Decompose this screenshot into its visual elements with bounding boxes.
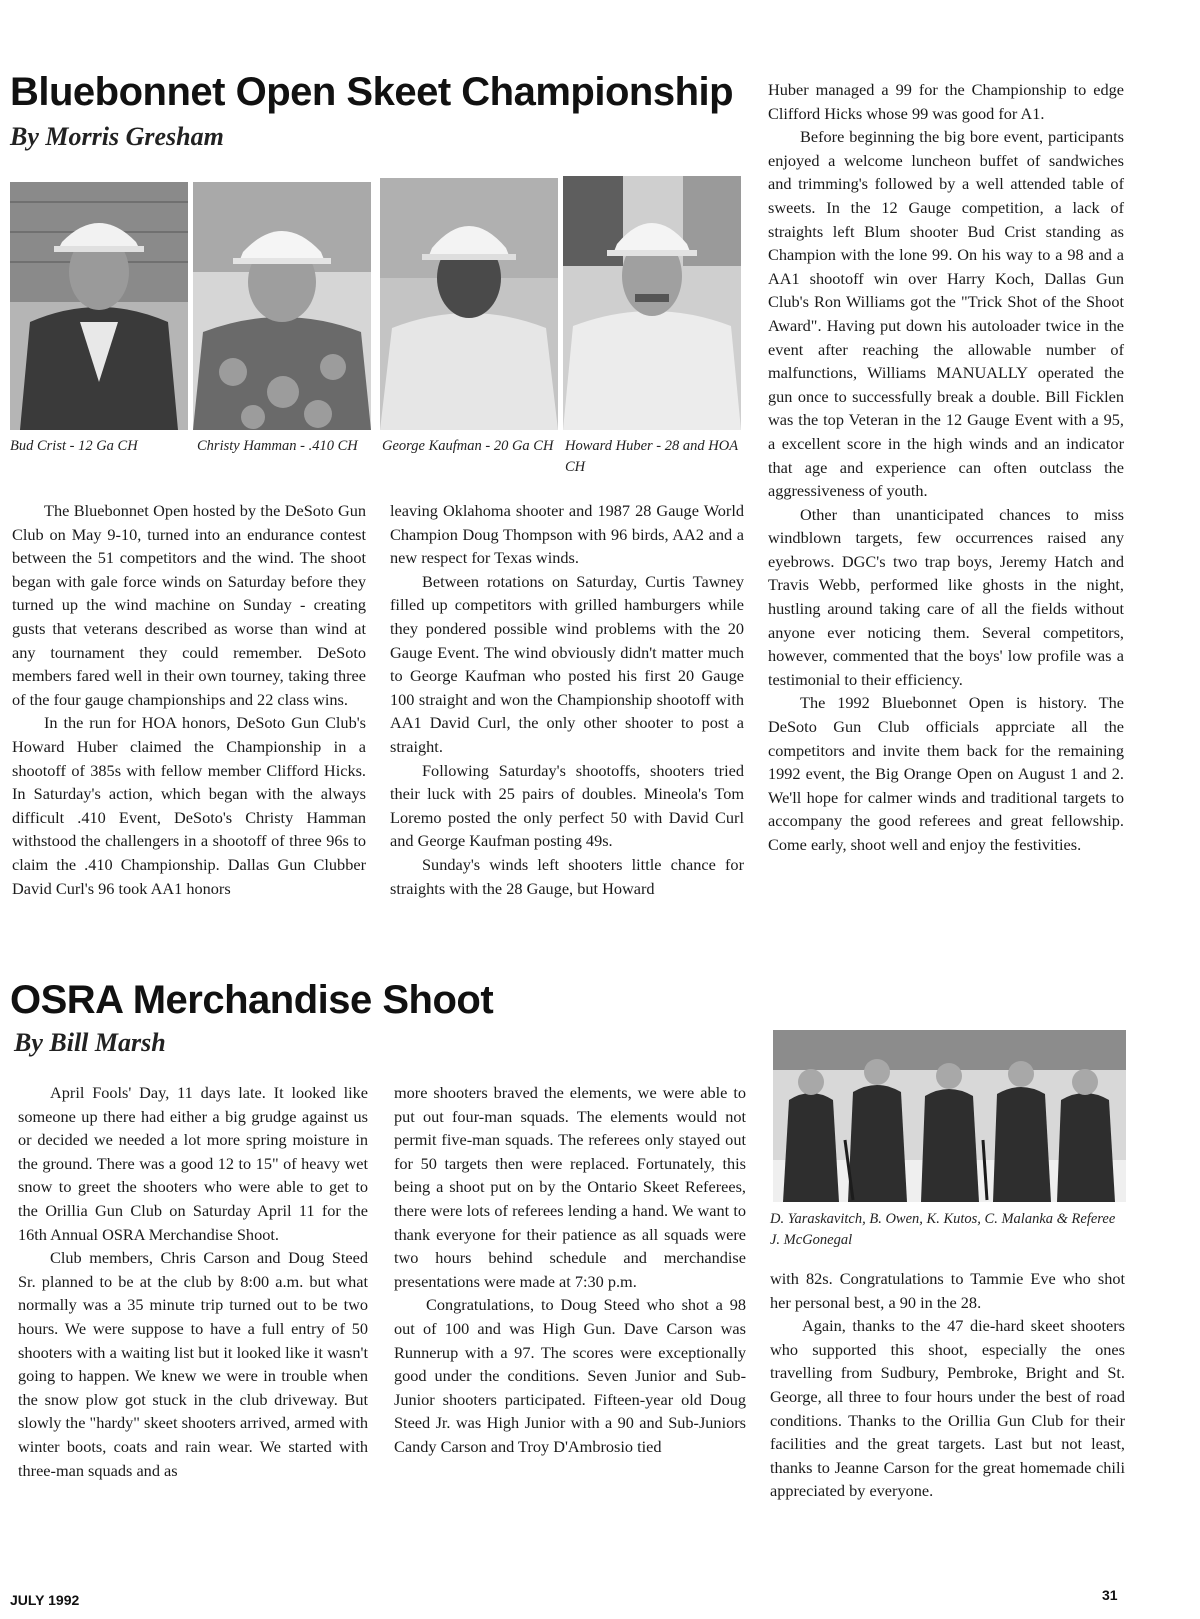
paragraph: In the run for HOA honors, DeSoto Gun Club's Howard Huber claimed the Championship in a shootoff of 385s with fellow member Clifford Hicks. In Saturday's action, which began with the always difficult .410 Event, DeSoto's Christy Hamman withstood the challengers in a shootoff of three 96s to claim the .410 Championship. Dallas Gun Clubber David Curl's 96 took AA1 honors [12,713,366,898]
article2-column-1 [18,1081,368,1482]
article2-column-2 [394,1081,746,1459]
footer-issue: JULY 1992 [10,1592,80,1608]
article2-column-3 [770,1267,1125,1503]
article2-byline: By Bill Marsh [14,1028,166,1057]
paragraph: Following Saturday's shootoffs, shooters tried their luck with 25 pairs of doubles. Mineola's Tom Loremo posted the only perfect 50 with David Curl and George Kaufman posting 49s. [390,760,744,851]
photo-howard-huber [563,176,741,430]
paragraph: Huber managed a 99 for the Championship to edge Clifford Hicks whose 99 was good for A1. [768,80,1124,123]
article1-column-1 [12,499,366,900]
article1-column-3 [768,78,1124,857]
paragraph: The Bluebonnet Open hosted by the DeSoto Gun Club on May 9-10, turned into an endurance contest between the 51 competitors and the wind. The shoot began with gale force winds on Saturday before they turned up the wind machine on Sunday - creating gusts that veterans described as worse than wind at any tournament they could remember. DeSoto members fared well in their own tourney, taking three of the four gauge championships and 22 class wins. [12,501,366,709]
article1-column-2 [390,499,744,900]
caption-christy-hamman: Christy Hamman - .410 CH [197,438,358,454]
paragraph: leaving Oklahoma shooter and 1987 28 Gauge World Champion Doug Thompson with 96 birds, AA2 and a new respect for Texas winds. [390,501,744,568]
paragraph: Club members, Chris Carson and Doug Steed Sr. planned to be at the club by 8:00 a.m. but what normally was a 35 minute trip turned out to be two hours. We were suppose to have a full entry of 50 shooters with a waiting list but it looked like it wasn't going to happen. We knew we were in trouble when the snow plow got stuck in the club driveway. But slowly the "hardy" skeet shooters arrived, armed with winter boots, coats and rain wear. We started with three-man squads and as [18,1248,368,1480]
paragraph: Between rotations on Saturday, Curtis Tawney filled up competitors with grilled hamburgers while they pondered possible wind problems with the 20 Gauge Event. The wind obviously didn't matter much to George Kaufman who posted his first 20 Gauge 100 straight and won the Championship shootoff with AA1 David Curl, the only other shooter to post a straight. [390,571,744,756]
article2-title: OSRA Merchandise Shoot [10,978,494,1022]
paragraph: April Fools' Day, 11 days late. It looked like someone up there had either a big grudge against us or decided we needed a lot more spring moisture in the ground. There was a good 12 to 15" of heavy wet snow to greet the shooters who were able to get to the Orillia Gun Club on Saturday April 11 for the 16th Annual OSRA Merchandise Shoot. [18,1083,368,1244]
article1-title: Bluebonnet Open Skeet Championship [10,70,734,114]
photo-osra-group [773,1030,1126,1202]
caption-bud-crist: Bud Crist - 12 Ga CH [10,438,138,454]
page-number: 31 [1102,1587,1118,1603]
caption-osra-group: D. Yaraskavitch, B. Owen, K. Kutos, C. Malanka & Referee J. McGonegal [770,1211,1116,1248]
caption-george-kaufman: George Kaufman - 20 Ga CH [382,438,554,454]
caption-howard-huber: Howard Huber - 28 and HOA CH [565,438,738,475]
paragraph: The 1992 Bluebonnet Open is history. The DeSoto Gun Club officials apprciate all the competitors and invite them back for the remaining 1992 event, the Big Orange Open on August 1 and 2. We'll hope for calmer winds and traditional targets to accompany the good referees and great fellowship. Come early, shoot well and enjoy the festivities. [768,693,1124,854]
paragraph: Other than unanticipated chances to miss windblown targets, few occurrences raised any eyebrows. DGC's two trap boys, Jeremy Hatch and Travis Webb, performed like ghosts in the night, hustling around taking care of all the fields without anyone ever noticing them. Several competitors, however, commented that the boys' low profile was a testimonial to their efficiency. [768,504,1124,689]
paragraph: more shooters braved the elements, we were able to put out four-man squads. The elements would not permit five-man squads. The referees only stayed out for 50 targets then were replaced. Fortunately, this being a shoot put on by the Ontario Skeet Referees, there were lots of referees lending a hand. We want to thank everyone for their patience as all squads were two hours behind schedule and merchandise presentations were made at 7:30 p.m. [394,1083,746,1291]
paragraph: with 82s. Congratulations to Tammie Eve who shot her personal best, a 90 in the 28. [770,1269,1125,1312]
paragraph: Sunday's winds left shooters little chance for straights with the 28 Gauge, but Howard [390,854,744,898]
paragraph: Again, thanks to the 47 die-hard skeet shooters who supported this shoot, especially the ones travelling from Sudbury, Pembroke, Bright and St. George, all three to four hours under the best of road conditions. Thanks to the Orillia Gun Club for their facilities and the great targets. Last but not least, thanks to Jeanne Carson for the great homemade chili appreciated by everyone. [770,1316,1125,1501]
paragraph: Congratulations, to Doug Steed who shot a 98 out of 100 and was High Gun. Dave Carson was Runnerup with a 97. The scores were exceptionally good under the conditions. Seven Junior and Sub-Junior shooters participated. Fifteen-year old Doug Steed Jr. was High Junior with a 90 and Sub-Juniors Candy Carson and Troy D'Ambrosio tied [394,1295,746,1456]
article1-byline: By Morris Gresham [10,122,224,151]
photo-christy-hamman [193,182,371,430]
photo-george-kaufman [380,178,558,430]
photo-bud-crist [10,182,188,430]
paragraph: Before beginning the big bore event, participants enjoyed a welcome luncheon buffet of sandwiches and trimming's followed by a well attended table of sweets. In the 12 Gauge competition, a lack of straights left Blum shooter Bud Crist standing as Champion with the lone 99. On his way to a 98 and a AA1 shootoff win over Harry Koch, Dallas Gun Club's Ron Williams got the "Trick Shot of the Shoot Award". Having put down his autoloader twice in the event after reaching the allowable number of malfunctions, Williams MANUALLY operated the gun once to successfully break a double. Bill Ficklen was the top Veteran in the 12 Gauge Event with a 95, a excellent score in the high winds and an indicator that age and experience can often outclass the aggressiveness of youth. [768,127,1124,501]
